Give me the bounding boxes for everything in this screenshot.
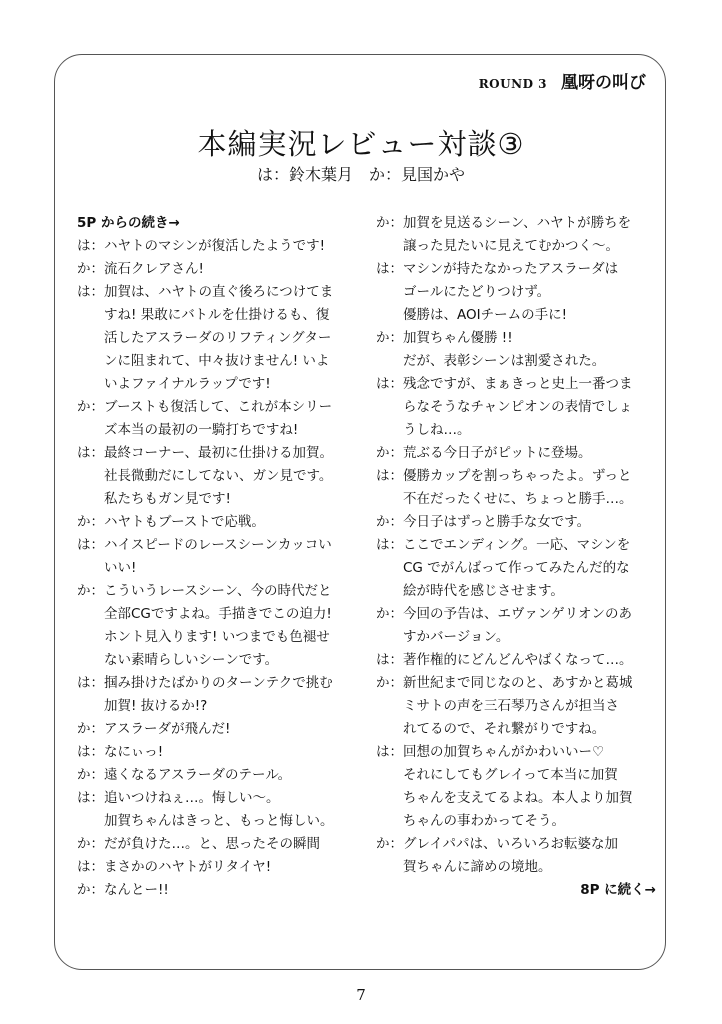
speaker-label <box>77 649 104 672</box>
dialogue-text: ハヤトのマシンが復活したようです! <box>104 238 326 254</box>
speaker-label: か： <box>376 215 403 231</box>
dialogue-text: それにしてもグレイって本当に加賀 <box>403 767 618 783</box>
dialogue-line <box>376 235 676 258</box>
speaker-label: か： <box>77 721 104 737</box>
dialogue-text: 全部CGですよね。手描きでこの迫力! <box>104 606 332 622</box>
dialogue-line <box>376 258 676 281</box>
dialogue-text: 今日子はずっと勝手な女です。 <box>403 514 591 530</box>
dialogue-text: 流石クレアさん! <box>104 261 204 277</box>
speaker-label <box>376 488 403 511</box>
dialogue-text: 回想の加賀ちゃんがかわいいー♡ <box>403 744 605 760</box>
continued-to: 8P に続く→ <box>580 882 656 898</box>
speaker-label <box>376 695 403 718</box>
speaker-label <box>77 626 104 649</box>
speaker-label: か： <box>77 836 104 852</box>
dialogue-text: ブーストも復活して、これが本シリー <box>104 399 333 415</box>
speaker-label <box>77 810 104 833</box>
dialogue-line <box>376 764 676 787</box>
dialogue-text: 加賀を見送るシーン、ハヤトが勝ちを <box>403 215 632 231</box>
dialogue-text: いよファイナルラップです! <box>104 376 271 392</box>
dialogue-text: ホント見入ります! いつまでも色褪せ <box>104 629 330 645</box>
speaker-label: は： <box>77 284 104 300</box>
speaker-label: は： <box>77 445 104 461</box>
dialogue-line <box>376 695 676 718</box>
speaker-label: は： <box>77 790 104 806</box>
dialogue-line <box>376 304 676 327</box>
dialogue-text: 優勝は、AOIチームの手に! <box>403 307 568 323</box>
dialogue-line <box>376 557 676 580</box>
dialogue-text: 活したアスラーダのリフティングター <box>104 330 332 346</box>
speaker-label <box>77 304 104 327</box>
dialogue-text: 新世紀まで同じなのと、あすかと葛城 <box>403 675 633 691</box>
dialogue-text: すね! 果敢にバトルを仕掛けるも、復 <box>104 307 330 323</box>
dialogue-text: ンに阻まれて、中々抜けません! いよ <box>104 353 330 369</box>
speaker-label: は： <box>77 238 104 254</box>
right-column <box>376 212 676 902</box>
dialogue-line <box>376 649 676 672</box>
continued-from: 5P からの続き→ <box>77 215 180 231</box>
page-title: 本編実況レビュー対談③ <box>197 127 525 161</box>
speaker-label: か： <box>376 606 403 622</box>
dialogue-line <box>77 557 377 580</box>
speaker-label: か： <box>77 583 104 599</box>
speaker-label: か： <box>376 445 403 461</box>
dialogue-line <box>376 488 676 511</box>
episode-title: 凰呀の叫び <box>561 73 646 93</box>
dialogue-line <box>376 419 676 442</box>
dialogue-text: だが負けた…。と、思ったその瞬間 <box>104 836 320 852</box>
dialogue-line <box>376 672 676 695</box>
dialogue-line <box>77 580 377 603</box>
speaker-label <box>77 373 104 396</box>
speaker-label <box>376 350 403 373</box>
speaker-label: は： <box>77 744 104 760</box>
left-column <box>77 212 377 902</box>
speaker-label: は： <box>376 468 403 484</box>
speaker-label <box>77 350 104 373</box>
speaker-label <box>77 603 104 626</box>
dialogue-text: 社長微動だにしてない、ガン見です。 <box>104 468 333 484</box>
dialogue-line <box>376 442 676 465</box>
dialogue-text: だが、表彰シーンは割愛された。 <box>403 353 606 369</box>
dialogue-line <box>376 373 676 396</box>
dialogue-line <box>77 534 377 557</box>
dialogue-line <box>376 212 676 235</box>
dialogue-line <box>376 350 676 373</box>
speaker-label: か： <box>376 836 403 852</box>
dialogue-line <box>376 396 676 419</box>
dialogue-line <box>376 856 676 879</box>
speaker-label: は： <box>77 859 104 875</box>
dialogue-text: マシンが持たなかったアスラーダは <box>403 261 619 277</box>
dialogue-text: グレイパパは、いろいろお転婆な加 <box>403 836 619 852</box>
dialogue-line <box>376 787 676 810</box>
speaker-label <box>376 626 403 649</box>
dialogue-line <box>77 856 377 879</box>
speaker-label: は： <box>376 261 403 277</box>
dialogue-line <box>77 511 377 534</box>
dialogue-text: ハイスピードのレースシーンカッコい <box>104 537 332 553</box>
dialogue-text: 荒ぶる今日子がピットに登場。 <box>403 445 592 461</box>
speaker-label: か： <box>376 675 403 691</box>
dialogue-line <box>77 350 377 373</box>
speaker-label: は： <box>77 675 104 691</box>
dialogue-text: 優勝カップを割っちゃったよ。ずっと <box>403 468 632 484</box>
dialogue-text: すかバージョン。 <box>403 629 510 645</box>
dialogue-text: ズ本当の最初の一騎打ちですね! <box>104 422 299 438</box>
dialogue-text: まさかのハヤトがリタイヤ! <box>104 859 272 875</box>
dialogue-line <box>376 580 676 603</box>
speaker-label: か： <box>77 882 104 898</box>
speaker-label <box>376 557 403 580</box>
dialogue-text: 私たちもガン見です! <box>104 491 231 507</box>
dialogue-text: ここでエンディング。一応、マシンを <box>403 537 631 553</box>
dialogue-text: なにぃっ! <box>104 744 164 760</box>
dialogue-line <box>77 879 377 902</box>
dialogue-line <box>376 810 676 833</box>
speaker-label <box>376 304 403 327</box>
dialogue-line <box>376 327 676 350</box>
dialogue-line <box>77 626 377 649</box>
right-dialogue <box>376 212 676 879</box>
dialogue-text: 譲った見たいに見えてむかつく～。 <box>403 238 619 254</box>
dialogue-line <box>376 741 676 764</box>
dialogue-line <box>77 465 377 488</box>
dialogue-line <box>376 465 676 488</box>
dialogue-text: 追いつけねぇ…。悔しい～。 <box>104 790 280 806</box>
dialogue-line <box>77 488 377 511</box>
speaker-label <box>376 764 403 787</box>
dialogue-text: れてるので、それ繋がりですね。 <box>403 721 606 737</box>
dialogue-line <box>77 810 377 833</box>
page-number: 7 <box>356 986 366 1004</box>
dialogue-text: 残念ですが、まぁきっと史上一番つま <box>403 376 633 392</box>
speaker-label: は： <box>376 744 403 760</box>
speaker-label <box>77 488 104 511</box>
dialogue-text: なんとー!! <box>104 882 169 898</box>
dialogue-text: 掴み掛けたばかりのターンテクで挑む <box>104 675 333 691</box>
dialogue-line <box>77 258 377 281</box>
dialogue-text: 加賀は、ハヤトの直ぐ後ろにつけてま <box>104 284 334 300</box>
dialogue-text: らなそうなチャンピオンの表情でしょ <box>403 399 633 415</box>
dialogue-line <box>376 534 676 557</box>
speaker-label <box>376 810 403 833</box>
speaker-label <box>77 465 104 488</box>
dialogue-line <box>77 695 377 718</box>
byline: は：鈴木葉月 か：見国かや <box>256 165 465 184</box>
speaker-label <box>376 396 403 419</box>
dialogue-line <box>77 649 377 672</box>
speaker-label <box>77 695 104 718</box>
dialogue-line <box>77 396 377 419</box>
dialogue-line <box>77 787 377 810</box>
round-label: ROUND 3 <box>478 77 547 91</box>
dialogue-line <box>77 718 377 741</box>
dialogue-line <box>77 235 377 258</box>
speaker-label: か： <box>376 514 403 530</box>
speaker-label <box>376 235 403 258</box>
speaker-label: は： <box>376 537 403 553</box>
dialogue-text: ハヤトもブーストで応戦。 <box>104 514 265 530</box>
speaker-label: か： <box>77 767 104 783</box>
speaker-label <box>376 856 403 879</box>
speaker-label: か： <box>77 399 104 415</box>
dialogue-text: ちゃんの事わかってそう。 <box>403 813 565 829</box>
dialogue-text: ちゃんを支えてるよね。本人より加賀 <box>403 790 633 806</box>
speaker-label: か： <box>77 261 104 277</box>
dialogue-text: いい! <box>104 560 137 576</box>
speaker-label <box>376 281 403 304</box>
dialogue-text: ミサトの声を三石琴乃さんが担当さ <box>403 698 619 714</box>
speaker-label: か： <box>77 514 104 530</box>
dialogue-line <box>376 833 676 856</box>
speaker-label <box>77 419 104 442</box>
dialogue-text: 最終コーナー、最初に仕掛ける加賀。 <box>104 445 333 461</box>
dialogue-line <box>77 442 377 465</box>
running-header <box>479 68 646 93</box>
speaker-label <box>77 557 104 580</box>
dialogue-text: CG でがんばって作ってみたんだ的な <box>403 560 630 576</box>
dialogue-text: うしね…。 <box>403 422 471 438</box>
dialogue-text: 絵が時代を感じさせます。 <box>403 583 564 599</box>
dialogue-line <box>77 419 377 442</box>
dialogue-line <box>77 281 377 304</box>
dialogue-text: 加賀! 抜けるか!? <box>104 698 208 714</box>
dialogue-line <box>376 511 676 534</box>
dialogue-line <box>77 304 377 327</box>
dialogue-line <box>376 626 676 649</box>
dialogue-text: ゴールにたどりつけず。 <box>403 284 551 300</box>
dialogue-text: 不在だったくせに、ちょっと勝手…。 <box>403 491 633 507</box>
dialogue-text: 加賀ちゃんはきっと、もっと悔しい。 <box>104 813 334 829</box>
dialogue-line <box>77 741 377 764</box>
speaker-label: か： <box>376 330 403 346</box>
speaker-label <box>77 327 104 350</box>
dialogue-line <box>77 764 377 787</box>
dialogue-text: 今回の予告は、エヴァンゲリオンのあ <box>403 606 632 622</box>
dialogue-text: 加賀ちゃん優勝 !! <box>403 330 513 346</box>
left-dialogue <box>77 235 377 902</box>
dialogue-line <box>376 718 676 741</box>
dialogue-line <box>376 281 676 304</box>
dialogue-line <box>77 672 377 695</box>
dialogue-line <box>77 833 377 856</box>
speaker-label: は： <box>77 537 104 553</box>
dialogue-text: 著作権的にどんどんやばくなって…。 <box>403 652 633 668</box>
speaker-label <box>376 787 403 810</box>
dialogue-text: 賀ちゃんに諦めの境地。 <box>403 859 552 875</box>
speaker-label: は： <box>376 376 403 392</box>
speaker-label: は： <box>376 652 403 668</box>
dialogue-line <box>77 373 377 396</box>
dialogue-text: 遠くなるアスラーダのテール。 <box>104 767 292 783</box>
dialogue-text: ない素晴らしいシーンです。 <box>104 652 279 668</box>
dialogue-text: こういうレースシーン、今の時代だと <box>104 583 332 599</box>
dialogue-line <box>376 603 676 626</box>
dialogue-text: アスラーダが飛んだ! <box>104 721 231 737</box>
speaker-label <box>376 580 403 603</box>
dialogue-line <box>77 327 377 350</box>
speaker-label <box>376 419 403 442</box>
speaker-label <box>376 718 403 741</box>
dialogue-line <box>77 603 377 626</box>
